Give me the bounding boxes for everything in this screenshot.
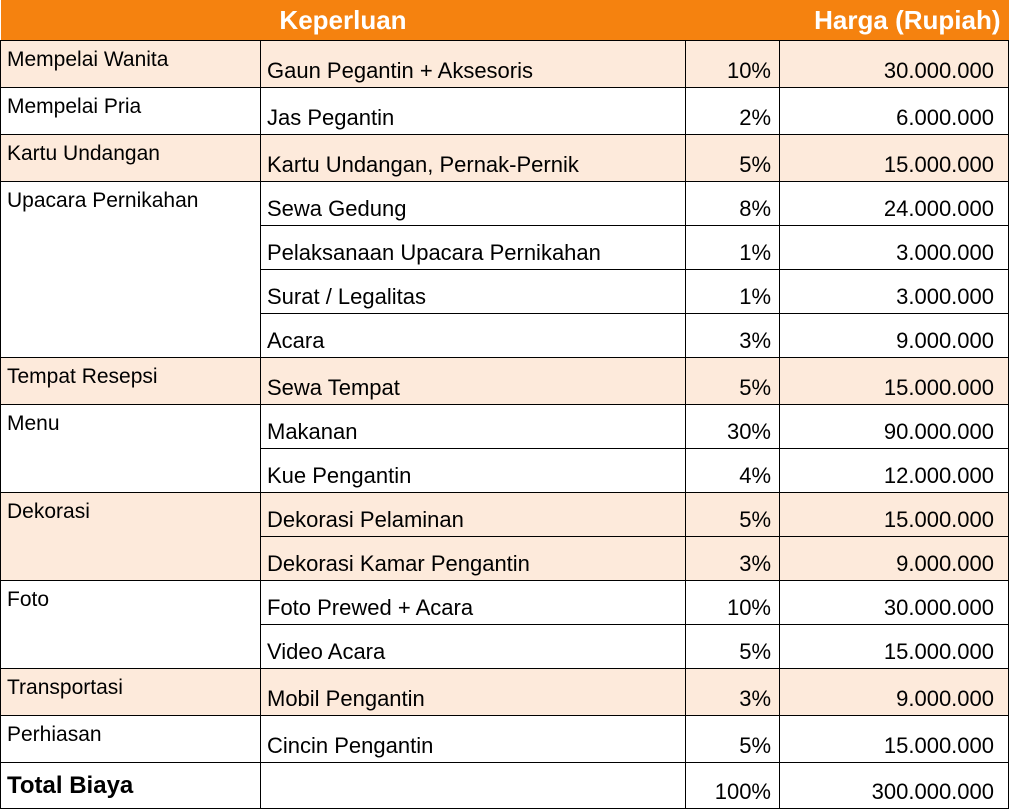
item-name-cell: Gaun Pegantin + Aksesoris bbox=[261, 41, 686, 88]
total-label: Total Biaya bbox=[1, 763, 261, 809]
percent-cell: 2% bbox=[686, 88, 780, 135]
category-cell: Tempat Resepsi bbox=[1, 358, 261, 405]
amount-cell: 30.000.000 bbox=[780, 581, 1009, 625]
item-name-cell: Makanan bbox=[261, 405, 686, 449]
item-name-cell: Kartu Undangan, Pernak-Pernik bbox=[261, 135, 686, 182]
header-harga: Harga (Rupiah) bbox=[686, 0, 1009, 41]
table-row bbox=[1, 716, 1009, 763]
header-row bbox=[1, 0, 1009, 41]
table-row bbox=[1, 182, 1009, 226]
item-name-cell: Sewa Gedung bbox=[261, 182, 686, 226]
amount-cell: 9.000.000 bbox=[780, 537, 1009, 581]
item-name-cell: Jas Pegantin bbox=[261, 88, 686, 135]
category-cell: Menu bbox=[1, 405, 261, 493]
percent-cell: 1% bbox=[686, 226, 780, 270]
category-cell: Transportasi bbox=[1, 669, 261, 716]
amount-cell: 3.000.000 bbox=[780, 226, 1009, 270]
amount-cell: 24.000.000 bbox=[780, 182, 1009, 226]
item-name-cell: Foto Prewed + Acara bbox=[261, 581, 686, 625]
percent-cell: 1% bbox=[686, 270, 780, 314]
percent-cell: 3% bbox=[686, 537, 780, 581]
item-name-cell: Dekorasi Pelaminan bbox=[261, 493, 686, 537]
amount-cell: 15.000.000 bbox=[780, 135, 1009, 182]
total-item-cell bbox=[261, 763, 686, 809]
amount-cell: 3.000.000 bbox=[780, 270, 1009, 314]
amount-cell: 9.000.000 bbox=[780, 314, 1009, 358]
amount-cell: 12.000.000 bbox=[780, 449, 1009, 493]
percent-cell: 10% bbox=[686, 41, 780, 88]
percent-cell: 3% bbox=[686, 314, 780, 358]
category-cell: Foto bbox=[1, 581, 261, 669]
item-name-cell: Acara bbox=[261, 314, 686, 358]
amount-cell: 15.000.000 bbox=[780, 716, 1009, 763]
header-keperluan: Keperluan bbox=[1, 0, 686, 41]
percent-cell: 5% bbox=[686, 358, 780, 405]
percent-cell: 30% bbox=[686, 405, 780, 449]
category-cell: Mempelai Wanita bbox=[1, 41, 261, 88]
item-name-cell: Mobil Pengantin bbox=[261, 669, 686, 716]
item-name-cell: Dekorasi Kamar Pengantin bbox=[261, 537, 686, 581]
item-name-cell: Cincin Pengantin bbox=[261, 716, 686, 763]
percent-cell: 5% bbox=[686, 493, 780, 537]
item-name-cell: Surat / Legalitas bbox=[261, 270, 686, 314]
amount-cell: 15.000.000 bbox=[780, 493, 1009, 537]
table-row bbox=[1, 135, 1009, 182]
table-row bbox=[1, 41, 1009, 88]
percent-cell: 10% bbox=[686, 581, 780, 625]
category-cell: Perhiasan bbox=[1, 716, 261, 763]
amount-cell: 15.000.000 bbox=[780, 625, 1009, 669]
item-name-cell: Kue Pengantin bbox=[261, 449, 686, 493]
table-row bbox=[1, 669, 1009, 716]
percent-cell: 5% bbox=[686, 716, 780, 763]
percent-cell: 4% bbox=[686, 449, 780, 493]
total-percent: 100% bbox=[686, 763, 780, 809]
table-row bbox=[1, 493, 1009, 537]
amount-cell: 30.000.000 bbox=[780, 41, 1009, 88]
percent-cell: 5% bbox=[686, 135, 780, 182]
percent-cell: 5% bbox=[686, 625, 780, 669]
table-body bbox=[1, 41, 1009, 763]
item-name-cell: Sewa Tempat bbox=[261, 358, 686, 405]
percent-cell: 8% bbox=[686, 182, 780, 226]
amount-cell: 15.000.000 bbox=[780, 358, 1009, 405]
category-cell: Dekorasi bbox=[1, 493, 261, 581]
percent-cell: 3% bbox=[686, 669, 780, 716]
category-cell: Mempelai Pria bbox=[1, 88, 261, 135]
amount-cell: 6.000.000 bbox=[780, 88, 1009, 135]
category-cell: Kartu Undangan bbox=[1, 135, 261, 182]
category-cell: Upacara Pernikahan bbox=[1, 182, 261, 358]
table-row bbox=[1, 88, 1009, 135]
total-row bbox=[1, 763, 1009, 809]
item-name-cell: Pelaksanaan Upacara Pernikahan bbox=[261, 226, 686, 270]
amount-cell: 9.000.000 bbox=[780, 669, 1009, 716]
table-row bbox=[1, 358, 1009, 405]
item-name-cell: Video Acara bbox=[261, 625, 686, 669]
amount-cell: 90.000.000 bbox=[780, 405, 1009, 449]
table-row bbox=[1, 405, 1009, 449]
total-amount: 300.000.000 bbox=[780, 763, 1009, 809]
table-row bbox=[1, 581, 1009, 625]
